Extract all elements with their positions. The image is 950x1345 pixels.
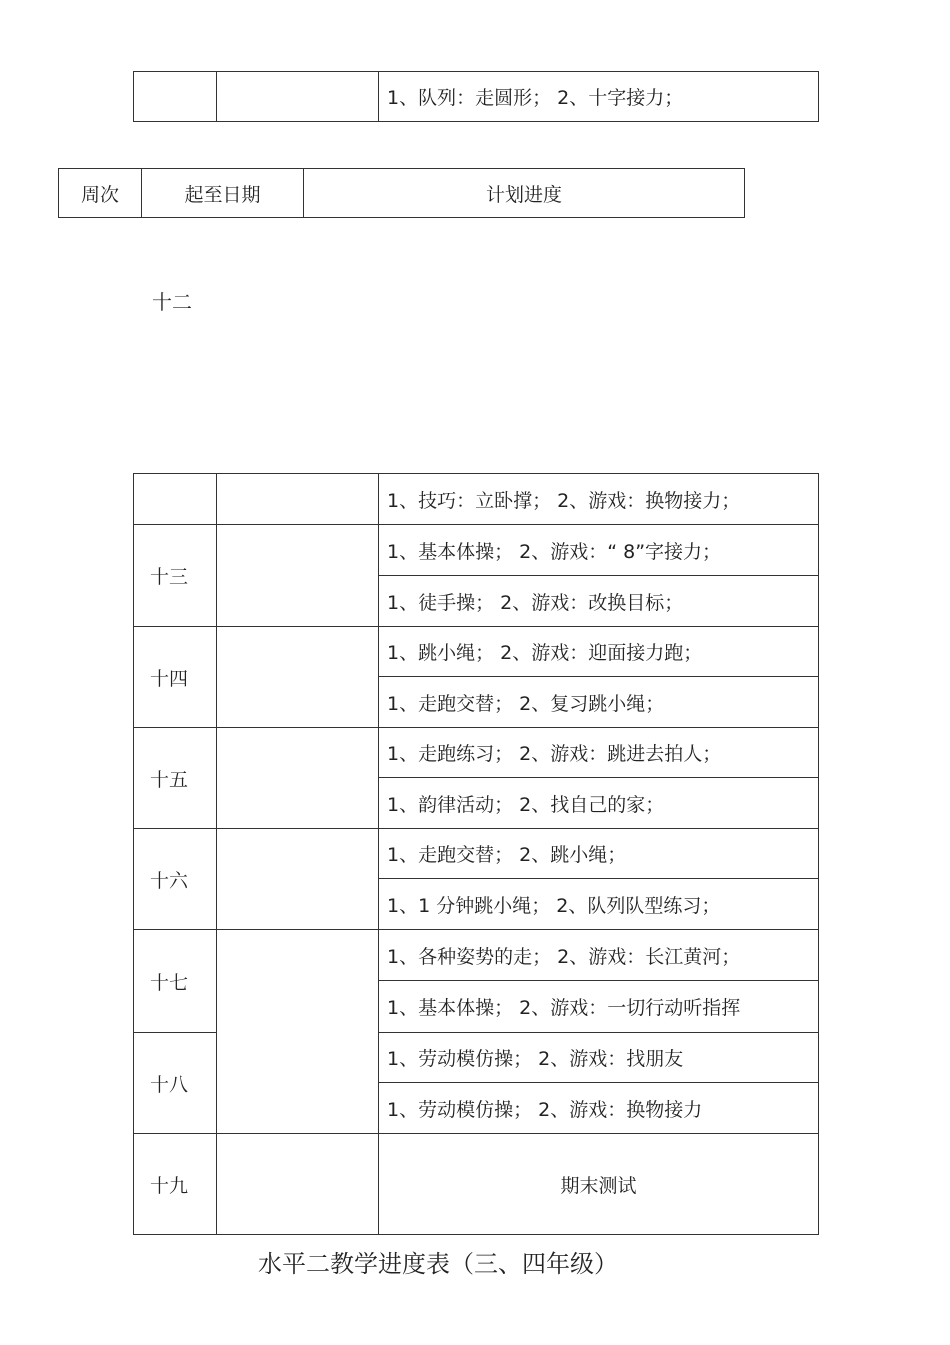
table-row — [134, 930, 819, 981]
date-cell — [217, 72, 379, 122]
plan-cell: 1、跳小绳； 2、游戏：迎面接力跑； — [379, 627, 819, 677]
schedule-table — [133, 473, 819, 1235]
header-week: 周次 — [59, 169, 142, 218]
date-cell — [217, 728, 379, 829]
document-title: 水平二教学进度表（三、四年级） — [258, 1250, 618, 1278]
table-row — [134, 474, 819, 525]
week-cell: 十四 — [134, 627, 217, 728]
week-cell: 十九 — [134, 1134, 217, 1235]
date-cell — [217, 829, 379, 930]
week-cell — [134, 72, 217, 122]
plan-cell: 1、劳动模仿操； 2、游戏：找朋友 — [379, 1033, 819, 1083]
date-cell — [217, 474, 379, 525]
week-cell — [134, 474, 217, 525]
header-table — [58, 168, 745, 218]
plan-cell: 期末测试 — [379, 1134, 819, 1235]
header-dates: 起至日期 — [142, 169, 304, 218]
table-row — [134, 525, 819, 576]
plan-cell: 1、基本体操； 2、游戏：一切行动听指挥 — [379, 981, 819, 1033]
plan-cell: 1、走跑交替； 2、复习跳小绳； — [379, 677, 819, 728]
table-row — [134, 1134, 819, 1235]
top-table — [133, 71, 819, 122]
plan-cell: 1、韵律活动； 2、找自己的家； — [379, 778, 819, 829]
date-cell — [217, 627, 379, 728]
plan-cell: 1、队列：走圆形； 2、十字接力； — [379, 72, 819, 122]
week-cell: 十八 — [134, 1033, 217, 1134]
header-plan: 计划进度 — [304, 169, 745, 218]
week-cell: 十五 — [134, 728, 217, 829]
plan-cell: 1、技巧：立卧撑； 2、游戏：换物接力； — [379, 474, 819, 525]
date-cell — [217, 525, 379, 627]
plan-cell: 1、劳动模仿操； 2、游戏：换物接力 — [379, 1083, 819, 1134]
date-cell — [217, 930, 379, 1134]
plan-cell: 1、走跑练习； 2、游戏：跳进去拍人； — [379, 728, 819, 778]
date-cell — [217, 1134, 379, 1235]
week-cell: 十六 — [134, 829, 217, 930]
plan-cell: 1、走跑交替； 2、跳小绳； — [379, 829, 819, 879]
week-cell: 十三 — [134, 525, 217, 627]
plan-cell: 1、各种姿势的走； 2、游戏：长江黄河； — [379, 930, 819, 981]
week-label-twelve: 十二 — [152, 290, 192, 314]
plan-cell: 1、1 分钟跳小绳； 2、队列队型练习； — [379, 879, 819, 930]
week-cell: 十七 — [134, 930, 217, 1033]
table-row — [134, 627, 819, 677]
plan-cell: 1、基本体操； 2、游戏：“ 8”字接力； — [379, 525, 819, 576]
plan-cell: 1、徒手操； 2、游戏：改换目标； — [379, 576, 819, 627]
table-row — [134, 728, 819, 778]
table-row — [134, 829, 819, 879]
